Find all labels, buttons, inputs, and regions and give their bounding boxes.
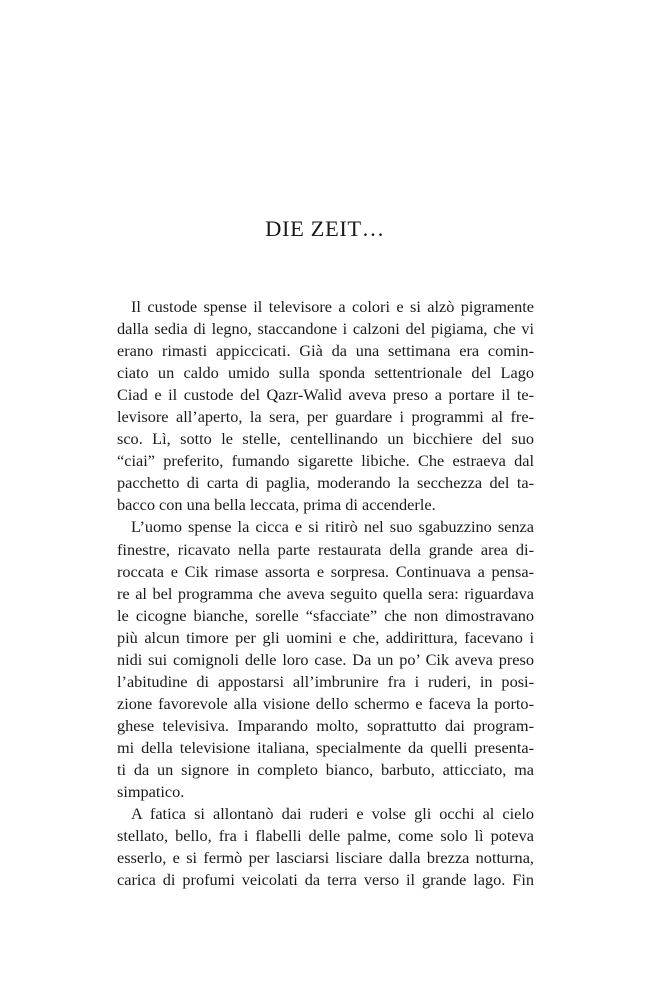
text-line: finestre, ricavato nella parte restaurata della grande area di-	[117, 539, 534, 559]
text-line: dalla sedia di legno, staccandone i calzoni del pigiama, che vi	[117, 319, 534, 339]
text-line: le cicogne bianche, sorelle “sfacciate” che non dimostravano	[117, 605, 534, 625]
text-line: sco. Lì, sotto le stelle, centellinando un bicchiere del suo	[117, 429, 534, 449]
text-line: mi della televisione italiana, specialmente da quelli presenta-	[117, 737, 534, 757]
text-line: ti da un signore in completo bianco, barbuto, atticciato, ma	[117, 759, 534, 779]
text-line: carica di profumi veicolati da terra verso il grande lago. Fin	[117, 870, 534, 890]
text-line: più alcun timore per gli uomini e che, addirittura, facevano i	[117, 627, 534, 647]
text-line: pacchetto di carta di paglia, moderando la secchezza del ta-	[117, 473, 534, 493]
text-line: roccata e Cik rimase assorta e sorpresa. Continuava a pensa-	[117, 561, 534, 581]
text-line: nidi sui comignoli delle loro case. Da un po’ Cik aveva preso	[117, 649, 534, 669]
text-line: A fatica si allontanò dai ruderi e volse gli occhi al cielo	[131, 804, 534, 824]
text-line: stellato, bello, fra i flabelli delle palme, come solo lì poteva	[117, 826, 534, 846]
text-line: simpatico.	[117, 782, 185, 802]
text-line: zione favorevole alla visione dello schermo e faceva la porto-	[117, 693, 534, 713]
text-line: esserlo, e si fermò per lasciarsi lisciare dalla brezza notturna,	[117, 848, 534, 868]
text-line: levisore all’aperto, la sera, per guardare i programmi al fre-	[117, 407, 534, 427]
text-line: L’uomo spense la cicca e si ritirò nel suo sgabuzzino senza	[131, 517, 534, 537]
text-line: Ciad e il custode del Qazr-Walìd aveva preso a portare il te-	[117, 385, 534, 405]
text-line: l’abitudine di appostarsi all’imbrunire fra i ruderi, in posi-	[117, 671, 534, 691]
chapter-title: DIE ZEIT…	[265, 216, 385, 241]
text-line: Il custode spense il televisore a colori e si alzò pigramente	[131, 297, 534, 316]
text-line: “ciai” preferito, fumando sigarette libiche. Che estraeva dal	[117, 451, 534, 471]
text-line: erano rimasti appiccicati. Già da una settimana era comin-	[117, 341, 534, 361]
body-text	[117, 296, 534, 891]
text-line: re al bel programma che aveva seguito quella sera: riguardava	[117, 583, 534, 603]
text-line: ghese televisiva. Imparando molto, soprattutto dai program-	[117, 715, 534, 735]
text-line: bacco con una bella leccata, prima di accenderle.	[117, 495, 436, 515]
text-line: ciato un caldo umido sulla sponda settentrionale del Lago	[117, 363, 534, 383]
